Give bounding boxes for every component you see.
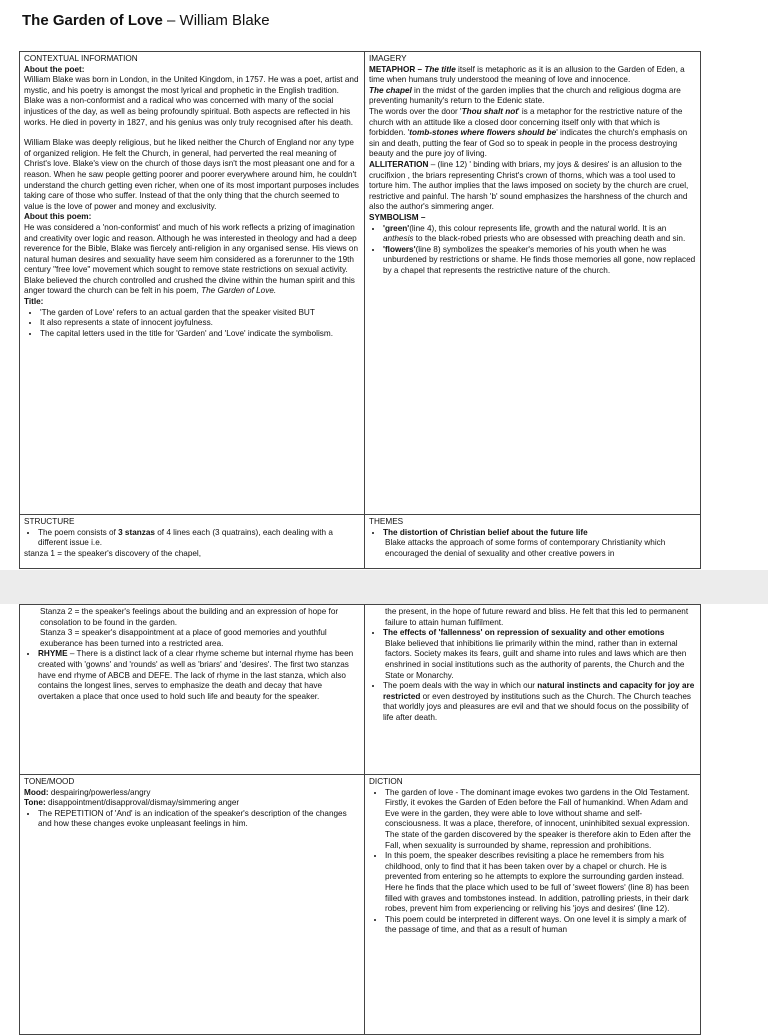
title-bullet: • It also represents a state of innocent joyfulness.: [40, 318, 360, 329]
repetition-bullet: • The REPETITION of 'And' is an indication of the speaker's description of the changes and how these changes evoke unpleasant feelings in him.: [38, 809, 360, 830]
structure-list: [24, 528, 360, 549]
green-word: 'green': [383, 223, 410, 233]
tone-line: [24, 798, 360, 809]
tone-mood-cell: [20, 775, 365, 1035]
structure-bullet: [38, 528, 360, 549]
rhyme-list: [24, 649, 360, 702]
about-poet-paragraph-2: William Blake was deeply religious, but he liked neither the Church of England nor any type of organized religion. He felt the Church, in general, had perverted the real meaning of Christ's love. Blake's view on the church of those days isn't the most pleasant one and for a reason. When he saw people getting poorer and poorer everywhere around him, he couldn't understand the church getting even richer, when one of its most important purposes includes taking care of those who suffer. Instead of that the only thing that the church seemed to value is the love of power and money and exclusivity.: [24, 138, 359, 211]
chapel-ref: The chapel: [369, 85, 412, 95]
tomb-quote: tomb-stones where flowers should be: [409, 128, 557, 138]
metaphor-title-ref: The title: [424, 64, 456, 74]
rhyme-bullet: [38, 649, 360, 702]
door-quote: Thou shalt not: [461, 106, 518, 116]
symbol-green: [383, 224, 696, 245]
diction-header: DICTION: [369, 777, 403, 786]
green-italic: anthesis: [383, 234, 414, 244]
flowers-text: (line 8) symbolizes the speaker's memories of his youth when he was unburdened by restrictions or shame. He finds those memories all gone, now replaced by a chapel that represents the restrictive nature of the church.: [383, 244, 696, 275]
stanza-1-note: stanza 1 = the speaker's discovery of the chapel,: [24, 548, 202, 558]
flowers-word: 'flowers': [383, 244, 416, 254]
tomb-text: ' indicates the church's emphasis on sin and death, putting the fear of God so to speak in people in the process destroying beauty and the pure joy of living.: [369, 128, 688, 159]
stanza-2-note: Stanza 2 = the speaker's feelings about the building and an expression of hope for consolation to be found in the garden.: [40, 607, 339, 627]
metaphor-text: itself is metaphoric as it is an allusion to the Garden of Eden, a time when humans truly understood the meaning of love and innocence.: [369, 64, 685, 85]
themes-header: THEMES: [369, 517, 404, 526]
contextual-header: CONTEXTUAL INFORMATION: [24, 54, 138, 63]
theme-1-continued: the present, in the hope of future reward and bliss. He felt that this led to permanent failure to attain human fulfilment.: [385, 607, 689, 627]
themes-continued-cell: [365, 605, 701, 775]
about-poet-paragraph-1: William Blake was born in London, in the United Kingdom, in 1757. He was a poet, artist and mystic, and his poetry is amongst the most lyrical and prophetic in the English tradition. Blake was a non-conformist and a radical who was concerned with many of the social injustices of the day, as well as being profoundly spiritual. Both aspects are reflected in his works. He died in poverty in 1827, and his genius was only truly recognised after his death.: [24, 75, 359, 127]
chapel-paragraph: [369, 86, 696, 107]
theme-1-heading: • The distortion of Christian belief about the future life: [383, 528, 696, 539]
alliteration-text: – (line 12) ' binding with briars, my joys & desires' is an allusion to the crucifixion , the briars representing Christ's crown of thorns, which was a tool used to torture him. The author implies that the laws imposed on society by the church are cruel, restrictive and painful. The harsh 'b' sound emphasizes the harshness of the church and also the author's simmering anger.: [369, 159, 689, 212]
mood-line: [24, 788, 360, 799]
theme-3-bold: natural instincts and capacity for joy are restricted: [383, 681, 695, 701]
theme-1-text: Blake attacks the approach of some forms of contemporary Christianity which encouraged the denial of sexuality and other creative powers in: [385, 538, 666, 558]
title-bullet: • The capital letters used in the title for 'Garden' and 'Love' indicate the symbolism.: [40, 329, 360, 340]
diction-bullet: • In this poem, the speaker describes revisiting a place he remembers from his childhood, only to find that it has been taken over by a chapel or church. He is prevented from entering so he attempts to explore the surrounding garden instead. Here he finds that the place which used to be full of 'sweet flowers' (line 8) has been filled with graves and tombstones instead. In addition, patrolling priests, in their dark robes, prevent him from experiencing or reliving his 'joys and desires' (line 12).: [385, 851, 696, 915]
diction-bullet: • The garden of love - The dominant image evokes two gardens in the Old Testament. Firstly, it evokes the Garden of Eden before the Fall of humankind. When Adam and Eve were in the garden, they were able to love without shame and self-consciousness. It was a place, therefore, of innocent, uninhibited sexual expression. The state of the garden discovered by the speaker is therefore akin to Eden after the Fall, when sexuality is surrounded by shame, repression and prohibitions.: [385, 788, 696, 852]
title-separator: –: [162, 12, 180, 29]
about-poem-text: He was considered a 'non-conformist' and much of his work reflects a prizing of imagination and creativity over logic and reason. Although he was interested in theology and had a deep reverence for the Bible, Blake was fiercely anti-religion in any organised sense. His views on natural human desires and sexuality have seem him considered as a forerunner to the 19th century "free love" movement which sought to remove state restrictions on sexual activity. Blake believed the church controlled and crushed the divine within the human spirit and this anger toward the church can be felt in his poem,: [24, 222, 359, 296]
alliteration-paragraph: [369, 160, 696, 213]
metaphor-paragraph: [369, 65, 696, 86]
door-paragraph: [369, 107, 696, 160]
green-text-a: (line 4), this colour represents life, growth and the natural world. It is an: [409, 223, 667, 233]
tone-text: disappointment/disapproval/dismay/simmering anger: [45, 798, 240, 808]
about-poet-heading: About the poet:: [24, 64, 85, 74]
alliteration-label: ALLITERATION: [369, 159, 429, 169]
stanza-3-note: Stanza 3 = speaker's disappointment at a place of good memories and youthful exuberance has been turned into a restricted area.: [40, 628, 327, 648]
imagery-cell: [365, 52, 701, 515]
poem-title: The Garden of Love: [22, 12, 163, 29]
rhyme-text: – There is a distinct lack of a clear rhyme scheme but internal rhyme has been created with 'gowns' and 'rounds' as well as 'briars' and 'desires'. The first two stanzas have end rhyme of ABCB and DEFE. The lack of rhyme in the last stanza, which also contains the longest lines, serves to emphasize the death and decay that have overtaken a place that once used to hold such life and beauty for the speaker.: [38, 649, 354, 701]
title-bullet-list: [24, 308, 360, 340]
title-heading: Title:: [24, 297, 44, 307]
about-poem-heading: About this poem:: [24, 212, 92, 222]
metaphor-label: METAPHOR –: [369, 64, 425, 74]
symbolism-label: SYMBOLISM –: [369, 212, 426, 222]
theme-3-post: or even destroyed by institutions such as the Church. The Church teaches that worldly joys and pleasures are evil and that we should focus on the possibility of life after death.: [383, 691, 691, 722]
mood-label: Mood:: [24, 787, 49, 797]
diction-bullet: • This poem could be interpreted in different ways. On one level it is simply a mark of the passage of time, and that as a result of human: [385, 915, 696, 936]
mood-text: despairing/powerless/angry: [48, 787, 151, 797]
green-text-b: to the black-robed priests who are obsessed with preaching death and sin.: [413, 234, 686, 244]
chapel-text: in the midst of the garden implies that the church and religious dogma are preventing humanity's return to the Edenic state.: [369, 85, 681, 106]
door-pre: The words over the door ': [369, 106, 462, 116]
structure-cell: [20, 515, 365, 569]
themes-continued-list: [369, 628, 696, 639]
tone-mood-header: TONE/MOOD: [24, 777, 75, 786]
tone-label: Tone:: [24, 798, 46, 808]
diction-list: [369, 788, 696, 936]
imagery-header: IMAGERY: [369, 54, 407, 63]
theme-3-bullet: [383, 681, 696, 723]
notes-table-page-2: [19, 604, 701, 1035]
page-break: [0, 570, 768, 604]
title-bullet: • 'The garden of Love' refers to an actual garden that the speaker visited BUT: [40, 308, 360, 319]
rhyme-label: RHYME: [38, 649, 68, 659]
about-poem-paragraph: [24, 223, 360, 297]
theme-3-pre: The poem deals with the way in which our: [383, 681, 538, 691]
door-text: ' is a metaphor for the restrictive nature of the church with an attitude like a closed door concerning itself only with that which is forbidden. ': [369, 106, 683, 138]
themes-cell: [365, 515, 701, 569]
about-poem-italic-title: The Garden of Love.: [201, 286, 277, 296]
theme-2-heading: • The effects of 'fallenness' on repression of sexuality and other emotions: [383, 628, 696, 639]
diction-cell: [365, 775, 701, 1035]
symbolism-list: [369, 224, 696, 277]
document-title: [22, 12, 270, 29]
structure-bullet-pre: The poem consists of: [38, 527, 119, 537]
tone-list: [24, 809, 360, 830]
contextual-information-cell: [20, 52, 365, 515]
poem-author: William Blake: [179, 12, 270, 29]
theme-3-list: [369, 681, 696, 723]
notes-table-page-1: [19, 51, 701, 569]
themes-list: [369, 528, 696, 539]
structure-continued-cell: [20, 605, 365, 775]
structure-bullet-bold: 3 stanzas: [118, 527, 155, 537]
symbol-flowers: [383, 245, 696, 277]
theme-2-text: Blake believed that inhibitions lie primarily within the mind, rather than in external factors. Society makes its fears, guilt and shame into rules and laws which are then enshrined in social institutions such as the authority of parents, the Church and the State or Monarchy.: [385, 638, 687, 680]
structure-header: STRUCTURE: [24, 517, 75, 526]
structure-bullet-post: of 4 lines each (3 quatrains), each dealing with a different issue i.e.: [38, 527, 333, 548]
